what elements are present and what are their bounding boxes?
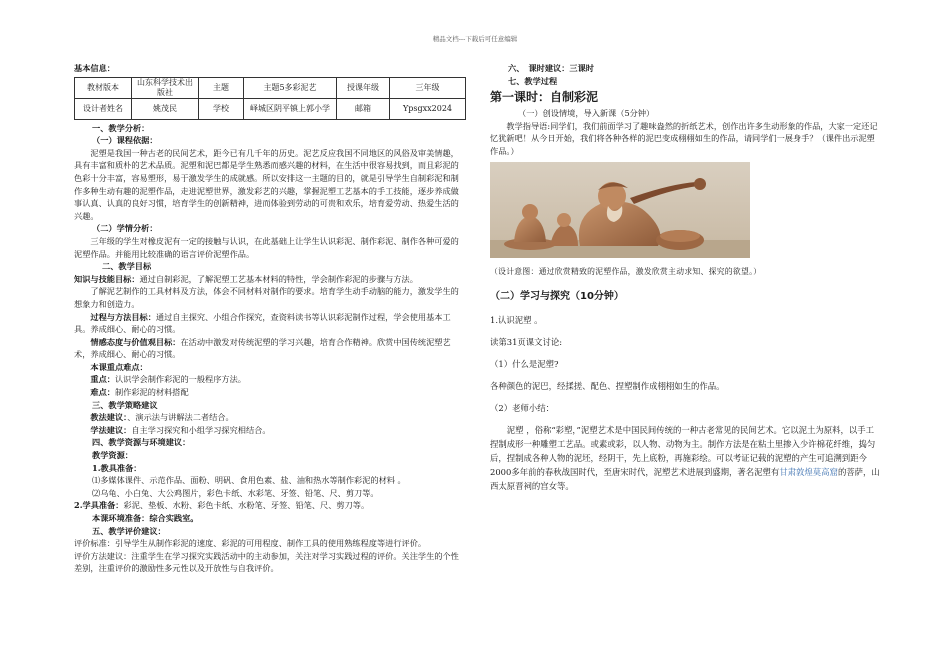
student-materials-text: 彩泥、垫板、水粉、彩色卡纸、水粉笔、牙签、铅笔、尺、剪刀等。 — [123, 500, 370, 511]
answer-1: 各种颜色的泥巴，经揉搓、配色、捏塑制作成栩栩如生的作品。 — [490, 381, 725, 392]
table-row — [75, 98, 466, 119]
table-cell: Ypsgxx2024 — [390, 98, 466, 119]
goal-knowledge-text: 通过自制彩泥，了解泥塑工艺基本材料的特性，学会制作彩泥的步骤与方法。 — [139, 273, 418, 284]
goal-emotion-text: 在活动中激发对传统泥塑的学习兴趣，培育合作精神。欣赏中国传统泥塑艺术，养成细心、耐心的习惯。 — [74, 336, 451, 360]
difficulty-point — [74, 386, 466, 399]
goal-knowledge-text-2: 了解泥艺制作的工具材料及方法，体会不同材料对制作的要求。培育学生动手动脑的能力，激发学生的想象力和创造力。 — [74, 286, 459, 309]
goal-process-text: 通过自主探究、小组合作探究，查资料读书等认识彩泥制作过程，学会使用基本工具。养成细心、耐心的习惯。 — [74, 311, 451, 335]
evaluation-standard: 评价标准：引导学生从制作彩泥的速度、彩泥的可用程度、制作工具的使用熟练程度等进行评价。 — [74, 538, 427, 549]
learning-method — [74, 424, 466, 437]
table-cell: 设计者姓名 — [75, 98, 132, 119]
section-2-title: 二、教学目标 — [102, 261, 152, 272]
know-clay-sculpture: 1.认识泥塑 。 — [490, 315, 543, 326]
section-6-title: 六、 课时建议：三课时 — [508, 63, 594, 73]
clay-sculpture-photo — [490, 162, 750, 258]
summary-text: 泥塑 ，俗称“彩塑，”泥塑艺术是中国民间传统的一种古老常见的民间艺术。它以泥土为原料，以手工捏制成形一种雕塑工艺品。或素或彩，以人物、动物为主。制作方法是在粘土里掺入少许棉花纤维，捣匀后，捏制成各种人物的泥坯，经阴干，先上底粉，再施彩绘。可以考证记载的泥塑的产生可追溯到距今2000多年前的春秋战国时代，至唐宋时代，泥塑艺术进展到盛期，著名泥塑有 — [490, 425, 876, 478]
table-cell: 山东科学技术出版社 — [132, 77, 199, 98]
teaching-aids-b: ⑵乌龟、小白兔、大公鸡图片，彩色卡纸、水彩笔、牙签、铅笔、尺、剪刀等。 — [92, 487, 379, 498]
section-1b-text: 三年级的学生对橡皮泥有一定的接触与认识，在此基础上让学生认识彩泥、制作彩泥、制作各种可爱的泥塑作品。并能用比较准确的语言评价泥塑作品。 — [74, 235, 459, 259]
step-2-title: （二）学习与探究（10分钟） — [490, 291, 624, 303]
section-1b-title: （二）学情分析： — [92, 223, 158, 234]
section-7-title: 七、教学过程 — [508, 75, 558, 86]
section-4-title: 四、教学资源与环境建议： — [92, 437, 191, 448]
lesson-title: 第一课时：自制彩泥 — [490, 90, 599, 105]
section-1a-title: （一）课程依据： — [92, 135, 158, 146]
environment-text: 综合实践室。 — [149, 513, 199, 523]
design-intent-note: （设计意图：通过欣赏精致的泥塑作品，激发欣赏主动求知、探究的欲望。） — [490, 266, 762, 276]
table-cell: 授课年级 — [337, 77, 390, 98]
key-point — [74, 373, 466, 386]
table-cell: 主题5多彩泥艺 — [244, 77, 337, 98]
difficulty-text: 制作彩泥的材料搭配 — [114, 387, 189, 398]
section-1-title: 一、教学分析： — [92, 122, 150, 133]
environment — [74, 512, 466, 525]
info-table — [74, 77, 466, 120]
right-column — [490, 62, 882, 493]
question-1: （1）什么是泥塑? — [490, 359, 559, 370]
basic-info-title: 基本信息： — [74, 63, 115, 73]
read-textbook: 读第31页课文讨论: — [490, 337, 563, 348]
environment-label: 本课环境准备： — [92, 513, 150, 523]
table-cell: 主题 — [199, 77, 244, 98]
difficulty-label: 难点： — [90, 387, 115, 398]
teaching-aids-a: ⑴多媒体课件、示范作品、面粉、明矾、食用色素、盐、油和热水等制作彩泥的材料 。 — [92, 475, 406, 486]
learning-method-text: 自主学习探究和小组学习探究相结合。 — [131, 424, 271, 435]
summary-text-end: 的菩萨，山西太原晋祠的宫女等。 — [490, 467, 880, 492]
table-cell: 学校 — [199, 98, 244, 119]
key-difficulty-title: 本课重点难点： — [90, 361, 148, 372]
section-5-title: 五、教学评价建议： — [92, 525, 166, 536]
question-2: （2）老师小结： — [490, 403, 554, 414]
goal-knowledge — [74, 273, 466, 286]
table-cell: 峄城区阴平镇上郭小学 — [244, 98, 337, 119]
evaluation-method: 评价方法建议：注重学生在学习探究实践活动中的主动参加，关注对学习实践过程的评价。关注学生的个性差别，注重评价的激励性多元性以及开放性与自我评价。 — [74, 550, 459, 574]
key-point-text: 认识学会制作彩泥的一般程序方法。 — [114, 374, 246, 385]
teaching-method-label: 教法建议： — [90, 412, 128, 423]
goal-process — [74, 311, 466, 336]
teaching-method — [74, 411, 466, 424]
left-column — [74, 62, 466, 575]
step-1-text: 教学指导语:同学们，我们前面学习了趣味盎然的折纸艺术，创作出许多生动形象的作品，大家一定还记忆犹新吧！从今日开始，我们将各种各样的泥巴变成栩栩如生的作品，请同学们一展身手？（课件出示泥塑作品。） — [490, 120, 878, 156]
goal-emotion — [74, 336, 466, 361]
dunhuang-link[interactable]: 甘肃敦煌莫高窟 — [779, 467, 838, 478]
table-row — [75, 77, 466, 98]
goal-process-label: 过程与方法目标： — [90, 311, 156, 322]
table-cell: 姚茂民 — [132, 98, 199, 119]
section-3-title: 三、教学策略建议 — [92, 399, 158, 410]
resources-title: 教学资源： — [92, 450, 133, 461]
teacher-summary — [490, 423, 882, 493]
table-cell: 三年级 — [390, 77, 466, 98]
teaching-aids-title: 1.教具准备： — [92, 462, 142, 473]
goal-emotion-label: 情感态度与价值观目标： — [90, 336, 181, 347]
clay-sculpture-image — [490, 162, 750, 258]
table-cell: 邮箱 — [337, 98, 390, 119]
table-cell: 教材版本 — [75, 77, 132, 98]
student-materials-label: 2.学具准备： — [74, 500, 124, 511]
header-note: 精品文档---下载后可任意编辑 — [432, 35, 518, 43]
student-materials — [74, 499, 466, 512]
key-point-label: 重点： — [90, 374, 115, 385]
section-1a-text: 泥塑是我国一种古老的民间艺术，距今已有几千年的历史。泥艺反应我国不同地区的风俗及审美情趣，具有丰富和质朴的艺术品质。泥塑和泥巴都是学生熟悉而感兴趣的材料，在生活中很容易找到，而且彩泥的色彩十分丰富，容易塑形，易于激发学生的成就感。所以安排这一主题的目的，就是引导学生自制彩泥和制作多种生动有趣的泥塑作品，走进泥塑世界，激发彩艺的兴趣，掌握泥塑工艺基本的手工技能，逐步养成做事认真、认真的良好习惯，培育学生的创新精神，进而体验到劳动的可贵和欢乐，培育爱劳动、热爱生活的兴趣。 — [74, 147, 459, 221]
step-1-title: （一）创设情境，导入新课（5分钟） — [518, 108, 655, 119]
learning-method-label: 学法建议： — [90, 424, 132, 435]
goal-knowledge-label: 知识与技能目标： — [74, 273, 140, 284]
teaching-method-text: 、演示法与讲解法二者结合。 — [127, 412, 234, 423]
